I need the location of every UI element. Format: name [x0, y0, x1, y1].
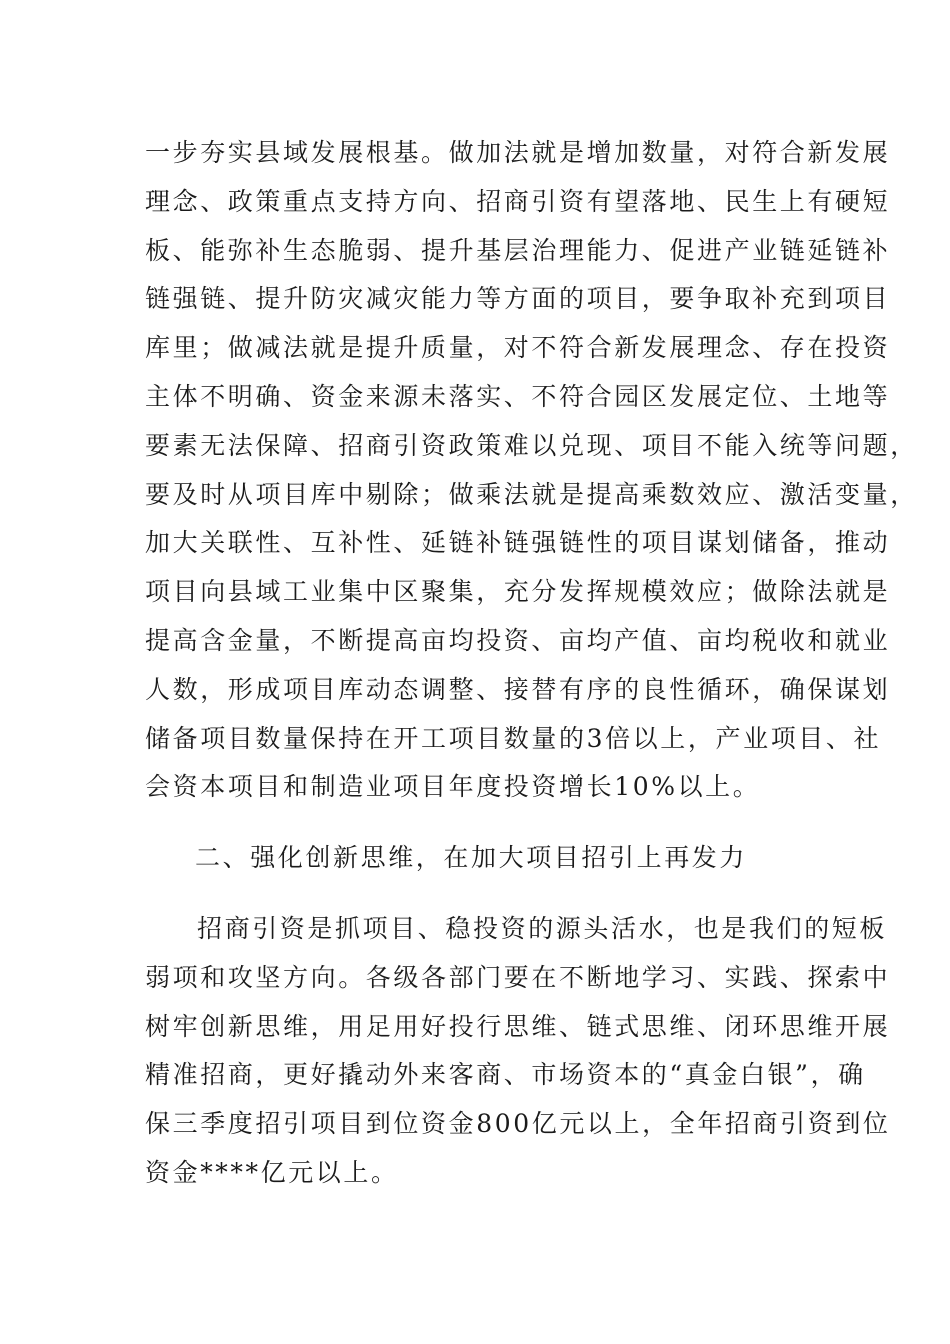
- text-line: 精准招商，更好撬动外来客商、市场资本的“真金白银”，确: [145, 1060, 866, 1090]
- text-line: 资金****亿元以上。: [145, 1157, 399, 1187]
- text-line: 会资本项目和制造业项目年度投资增长10%以上。: [145, 772, 761, 802]
- text-line: 保三季度招引项目到位资金800亿元以上，全年招商引资到位: [145, 1109, 891, 1139]
- text-line: 招商引资是抓项目、稳投资的源头活水，也是我们的短板: [197, 913, 888, 943]
- text-line: 库里；做减法就是提升质量，对不符合新发展理念、存在投资: [145, 333, 891, 363]
- text-line: 提高含金量，不断提高亩均投资、亩均产值、亩均税收和就业: [145, 625, 891, 655]
- text-line: 项目向县域工业集中区聚集，充分发挥规模效应；做除法就是: [145, 577, 891, 607]
- text-line: 加大关联性、互补性、延链补链强链性的项目谋划储备，推动: [145, 528, 891, 558]
- text-line: 一步夯实县域发展根基。做加法就是增加数量，对符合新发展: [145, 138, 891, 167]
- paragraph-project-pool: [145, 129, 918, 812]
- text-line: 理念、政策重点支持方向、招商引资有望落地、民生上有硬短: [145, 186, 891, 216]
- document-body: [145, 129, 918, 1198]
- paragraph-investment-attraction: [145, 905, 891, 1198]
- text-line: 要及时从项目库中剔除；做乘法就是提高乘数效应、激活变量，: [145, 479, 918, 509]
- text-line: 弱项和攻坚方向。各级各部门要在不断地学习、实践、探索中: [145, 962, 891, 992]
- text-line: 链强链、提升防灾减灾能力等方面的项目，要争取补充到项目: [145, 284, 891, 314]
- text-line: 板、能弥补生态脆弱、提升基层治理能力、促进产业链延链补: [145, 235, 891, 265]
- section-heading: 二、强化创新思维，在加大项目招引上再发力: [195, 843, 748, 873]
- text-line: 人数，形成项目库动态调整、接替有序的良性循环，确保谋划: [145, 674, 891, 704]
- text-line: 要素无法保障、招商引资政策难以兑现、项目不能入统等问题，: [145, 430, 918, 460]
- text-line: 储备项目数量保持在开工项目数量的3倍以上，产业项目、社: [145, 723, 882, 753]
- text-line: 树牢创新思维，用足用好投行思维、链式思维、闭环思维开展: [145, 1011, 891, 1041]
- text-line: 主体不明确、资金来源未落实、不符合园区发展定位、土地等: [145, 381, 891, 411]
